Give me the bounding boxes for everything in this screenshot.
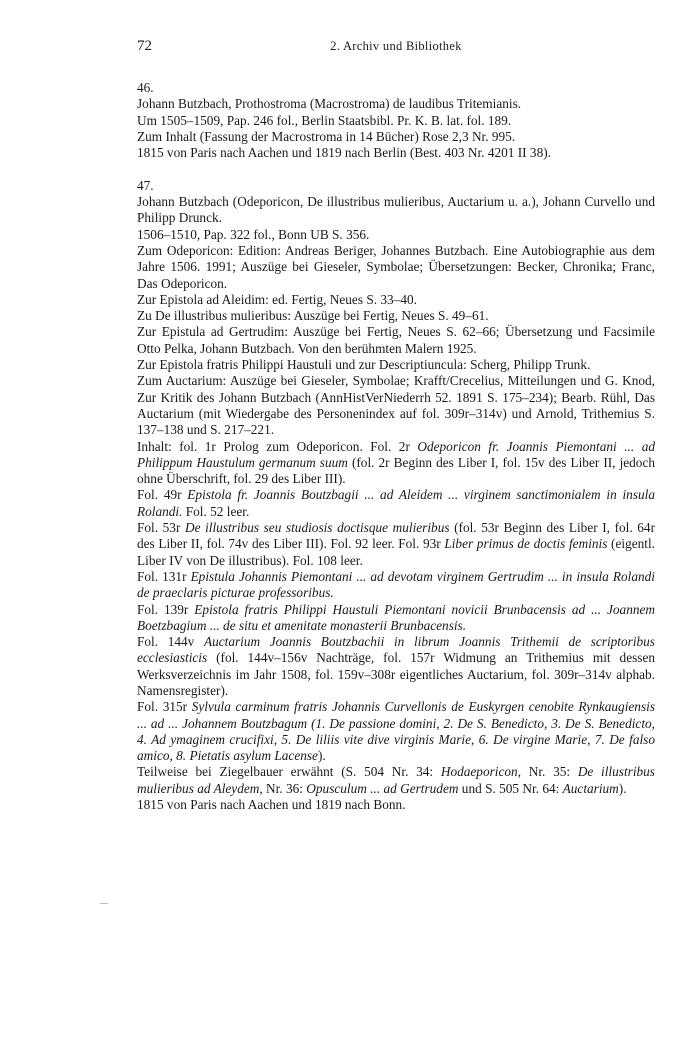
folio-entry	[137, 569, 655, 602]
catalog-entry-47	[137, 178, 655, 814]
work-title: Auctarium	[562, 780, 619, 796]
text-run: , Nr. 36:	[259, 780, 307, 796]
text-run: ).	[317, 748, 326, 764]
entry-paragraph: Zur Epistola ad Aleidim: ed. Fertig, Neues S. 33–40.	[137, 291, 417, 307]
work-title: Sylvula carminum fratris Johannis Curvellonis de Euskyrgen cenobite Rynkaugiensis ... ad ... Johannem Boutzbagum (1. De passione domini, 2. De S. Benedicto, 3. De S. Benedicto, 4. Ad ymaginem crucifixi, 5. De liliis vite dive virginis Marie, 6. De virgine Marie, 7. De falso amico, 8. Pietatis asylum Lacense	[137, 699, 655, 764]
entry-line: Zum Inhalt (Fassung der Macrostroma in 14 Bücher) Rose 2,3 Nr. 995.	[137, 128, 516, 144]
work-title: Auctarium Joannis Boutzbachii in librum Joannis Trithemii de scriptoribus ecclesiasticis	[137, 634, 655, 666]
entry-paragraph: Zu De illustribus mulieribus: Auszüge bei Fertig, Neues S. 49–61.	[137, 308, 489, 324]
work-title: Opusculum ... ad Gertrudem	[306, 780, 459, 796]
folio-entry	[137, 520, 655, 569]
text-run: Fol. 315r	[137, 699, 192, 715]
work-title: Liber primus de doctis feminis	[444, 536, 608, 552]
text-run: Fol. 144v	[137, 634, 204, 650]
entry-number: 46.	[137, 80, 154, 95]
entry-number: 47.	[137, 177, 154, 193]
text-run: Fol. 49r	[137, 487, 188, 503]
folio-entry	[137, 699, 655, 764]
text-run: Fol. 139r	[137, 601, 195, 617]
work-title: Odeporicon fr. Joannis Piemontani ... ad Philippum Haustulum germanum suum	[137, 438, 655, 470]
text-run: (eigentl. Liber IV von De illustribus). Fol. 108 leer.	[137, 536, 655, 568]
text-run: Fol. 131r	[137, 568, 191, 584]
entry-paragraph: Johann Butzbach (Odeporicon, De illustribus mulieribus, Auctarium u. a.), Johann Curvello und Philipp Drunck.	[137, 194, 655, 226]
entry-paragraph: Zum Auctarium: Auszüge bei Gieseler, Symbolae; Krafft/Crecelius, Mitteilungen und G. Knod, Zur Kritik des Johann Butzbach (AnnHistVerNiederrh 52. 1891 S. 175–234); Bearb. Rühl, Das Auctarium (mit Wiedergabe des Personenindex auf fol. 309r–314v) und Arnold, Trithemius S. 137–138 und S. 217–221.	[137, 373, 655, 438]
text-run: Teilweise bei Ziegelbauer erwähnt (S. 504 Nr. 34:	[137, 764, 441, 780]
folio-entry	[137, 602, 655, 635]
text-run: , Nr. 35:	[517, 764, 578, 780]
page-header	[137, 38, 655, 58]
folio-entry	[137, 487, 655, 520]
text-run: und S. 505 Nr. 64:	[458, 780, 563, 796]
entry-line: Johann Butzbach, Prothostroma (Macrostroma) de laudibus Tritemianis.	[137, 96, 522, 112]
margin-mark	[100, 903, 108, 904]
text-run: (fol. 53r Beginn des Liber I, fol. 64r des Liber II, fol. 74v des Liber III). Fol. 92 leer. Fol. 93r	[137, 520, 656, 552]
page-body	[137, 80, 655, 813]
text-run: ).	[618, 780, 627, 796]
work-title: Epistula Johannis Piemontani ... ad devotam virginem Gertrudim ... in insula Rolandi de praeclaris picturae professoribus.	[137, 568, 655, 601]
ziegelbauer-note	[137, 764, 655, 797]
entry-line: Um 1505–1509, Pap. 246 fol., Berlin Staatsbibl. Pr. K. B. lat. fol. 189.	[137, 112, 512, 128]
entry-paragraph: Zum Odeporicon: Edition: Andreas Beriger, Johannes Butzbach. Eine Autobiographie aus dem Jahre 1506. 1991; Auszüge bei Gieseler, Symbolae; Übersetzungen: Becker, Chronika; Franc, Das Odeporicon.	[137, 242, 655, 291]
text-run: Inhalt: fol. 1r Prolog zum Odeporicon. Fol. 2r	[137, 438, 418, 454]
text-run: (fol. 144v–156v Nachträge, fol. 157r Widmung an Trithemius mit dessen Werksverzeichnis im Jahr 1508, fol. 159v–308r eigentliches Auctarium, fol. 309r–314v alphab. Namensregister).	[137, 650, 655, 698]
entry-paragraph: 1506–1510, Pap. 322 fol., Bonn UB S. 356.	[137, 226, 370, 242]
content-description	[137, 439, 655, 488]
running-head: 2. Archiv und Bibliothek	[330, 39, 462, 53]
work-title: Hodaeporicon	[440, 764, 518, 780]
entry-paragraph: Zur Epistula ad Gertrudim: Auszüge bei Fertig, Neues S. 62–66; Übersetzung und Facsimile Otto Pelka, Johann Butzbach. Von den berühmten Malern 1925.	[137, 324, 655, 356]
catalog-entry-46	[137, 80, 655, 161]
work-title: Epistola fr. Joannis Boutzbagii ... ad Aleidem ... virginem sanctimonialem in insula Rolandi.	[137, 487, 655, 519]
text-run: Fol. 53r	[137, 520, 185, 536]
provenance-line: 1815 von Paris nach Aachen und 1819 nach Bonn.	[137, 797, 406, 813]
text-run: Fol. 52 leer.	[182, 503, 250, 519]
entry-paragraph: Zur Epistola fratris Philippi Haustuli und zur Descriptiuncula: Scherg, Philipp Trunk.	[137, 357, 591, 373]
folio-entry	[137, 634, 655, 699]
text-run: (fol. 2r Beginn des Liber I, fol. 15v des Liber II, jedoch ohne Überschrift, fol. 29 des Liber III).	[137, 454, 656, 487]
work-title: De illustribus seu studiosis doctisque mulieribus	[184, 520, 450, 536]
entry-line: 1815 von Paris nach Aachen und 1819 nach Berlin (Best. 403 Nr. 4201 II 38).	[137, 145, 551, 161]
page-number: 72	[137, 38, 152, 54]
work-title: Epistola fratris Philippi Haustuli Piemontani novicii Brunbacensis ad ... Joannem Boetzbagium ... de situ et amenitate monasterii Brunbacensis.	[137, 601, 655, 633]
work-title: De illustribus mulieribus ad Aleydem	[137, 764, 655, 796]
